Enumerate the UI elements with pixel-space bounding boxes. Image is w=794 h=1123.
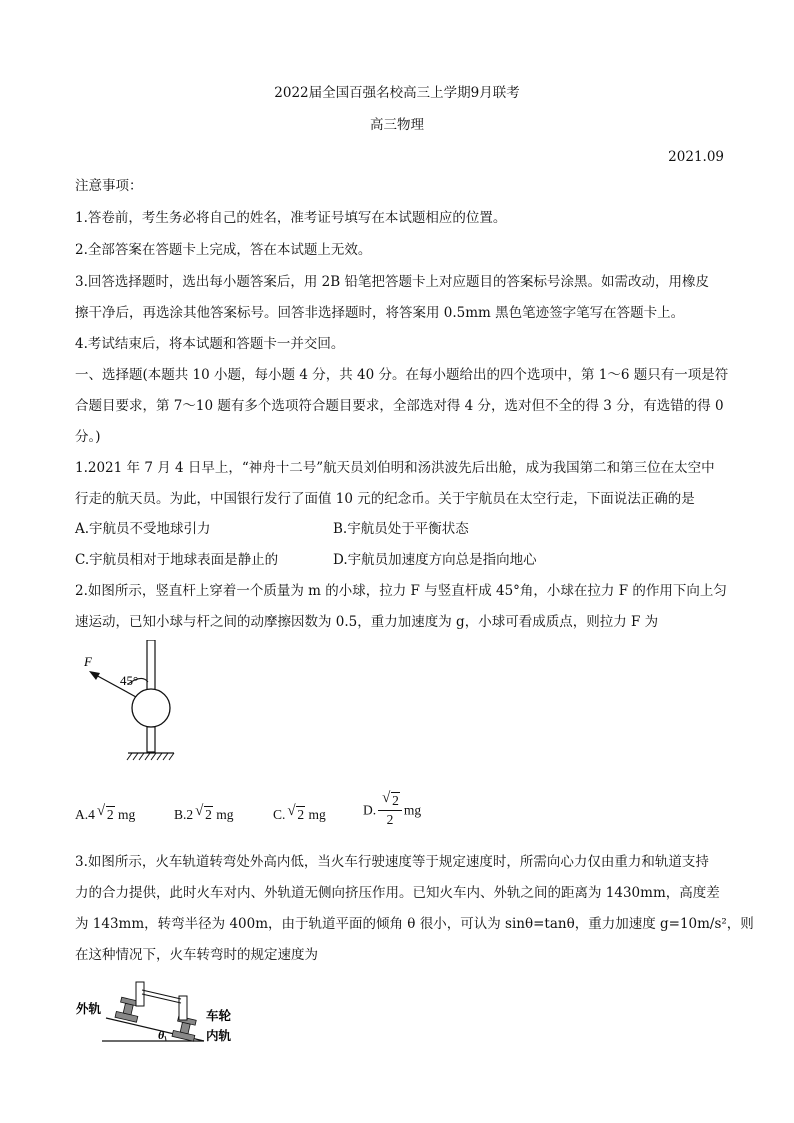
section-instructions: 合题目要求，第 7～10 题有多个选项符合题目要求，全部选对得 4 分，选对但不全的得 3 分，有选错的得 0: [75, 398, 724, 414]
q2-option-d-radicand: 2: [392, 793, 399, 808]
question-2-stem: 速运动，已知小球与杆之间的动摩擦因数为 0.5，重力加速度为 g，小球可看成质点，则拉力 F 为: [75, 614, 659, 630]
q2-option-a-radicand: 2: [106, 807, 114, 822]
outer-rail-label: 外轨: [76, 1002, 102, 1016]
q2-option-b-radicand: 2: [205, 807, 212, 822]
note-item: 2.全部答案在答题卡上完成，答在本试题上无效。: [75, 242, 372, 258]
q1-option-d: D.宇航员加速度方向总是指向地心: [333, 552, 537, 568]
q2-option-a-prefix: A.4: [75, 807, 95, 822]
angle-label: 45°: [120, 673, 139, 688]
q1-option-c: C.宇航员相对于地球表面是静止的: [75, 552, 279, 568]
q2-option-c-unit: mg: [308, 807, 326, 822]
q2-option-b-prefix: B.2: [174, 807, 194, 822]
sqrt-symbol: √ 2: [287, 803, 305, 822]
ball: [132, 689, 170, 727]
force-label: F: [84, 654, 92, 669]
section-instructions: 一、选择题(本题共 10 小题，每小题 4 分，共 40 分。在每小题给出的四个选项中，第 1～6 题只有一项是符: [75, 367, 729, 383]
angle-arc: [165, 1036, 166, 1041]
ground-hatching: [127, 753, 174, 760]
wheel-axle: [136, 982, 187, 1020]
exam-date: 2021.09: [668, 149, 724, 165]
notes-heading: 注意事项：: [75, 178, 143, 194]
q2-option-d: [363, 792, 421, 829]
q2-option-c-prefix: C.: [273, 807, 286, 822]
question-1-stem: 行走的航天员。为此，中国银行发行了面值 10 元的纪念币。关于宇航员在太空行走，下面说法正确的是: [75, 491, 695, 507]
note-item: 4.考试结束后，将本试题和答题卡一并交回。: [75, 336, 345, 352]
q2-option-b: [174, 803, 234, 823]
sqrt-symbol: √ 2: [382, 790, 399, 808]
question-1-stem: 1.2021 年 7 月 4 日早上，“神舟十二号”航天员刘伯明和汤洪波先后出舱，成为我国第二和第三位在太空中: [75, 460, 715, 476]
q1-option-b: B.宇航员处于平衡状态: [333, 521, 469, 537]
ball-on-rod-figure: [78, 640, 188, 780]
inner-rail-label: 内轨: [206, 1029, 232, 1043]
wheel-label: 车轮: [206, 1009, 232, 1023]
train-track-figure: [76, 980, 246, 1050]
q2-option-b-unit: mg: [216, 807, 234, 822]
question-3-stem: 力的合力提供，此时火车对内、外轨道无侧向挤压作用。已知火车内、外轨之间的距离为 1430mm，高度差: [75, 885, 720, 901]
q2-option-c: [273, 803, 326, 823]
fraction: [378, 792, 402, 829]
note-item: 1.答卷前，考生务必将自己的姓名，准考证号填写在本试题相应的位置。: [75, 210, 507, 226]
force-arrowhead: [89, 671, 100, 680]
section-instructions: 分。): [75, 429, 101, 445]
q2-option-d-unit: mg: [403, 802, 422, 818]
angle-theta-label: θ: [158, 1028, 165, 1042]
exam-subject: 高三物理: [370, 117, 424, 133]
q2-option-c-radicand: 2: [297, 807, 305, 822]
question-2-stem: 2.如图所示，竖直杆上穿着一个质量为 m 的小球，拉力 F 与竖直杆成 45°角，小球在拉力 F 的作用下向上匀: [75, 583, 727, 599]
sqrt-symbol: √ 2: [96, 803, 114, 822]
q2-option-d-prefix: D.: [363, 802, 377, 818]
q1-option-a: A.宇航员不受地球引力: [75, 521, 211, 537]
q2-option-a-unit: mg: [118, 807, 136, 822]
question-3-stem: 在这种情况下，火车转弯时的规定速度为: [75, 947, 318, 963]
question-3-stem: 3.如图所示，火车轨道转弯处外高内低，当火车行驶速度等于规定速度时，所需向心力仅由重力和轨道支持: [75, 854, 709, 870]
note-item: 3.回答选择题时，选出每小题答案后，用 2B 铅笔把答题卡上对应题目的答案标号涂黑。如需改动，用橡皮: [75, 274, 709, 290]
question-3-stem: 为 143mm，转弯半径为 400m，由于轨道平面的倾角 θ 很小，可认为 sinθ=tanθ，重力加速度 g=10m/s²，则: [75, 916, 754, 932]
sqrt-symbol: √ 2: [195, 803, 212, 822]
q2-option-a: [75, 803, 136, 823]
note-item: 擦干净后，再选涂其他答案标号。回答非选择题时，将答案用 0.5mm 黑色笔迹签字笔写在答题卡上。: [75, 305, 685, 321]
q2-option-d-denominator: 2: [386, 812, 394, 827]
exam-title: 2022届全国百强名校高三上学期9月联考: [274, 85, 520, 101]
